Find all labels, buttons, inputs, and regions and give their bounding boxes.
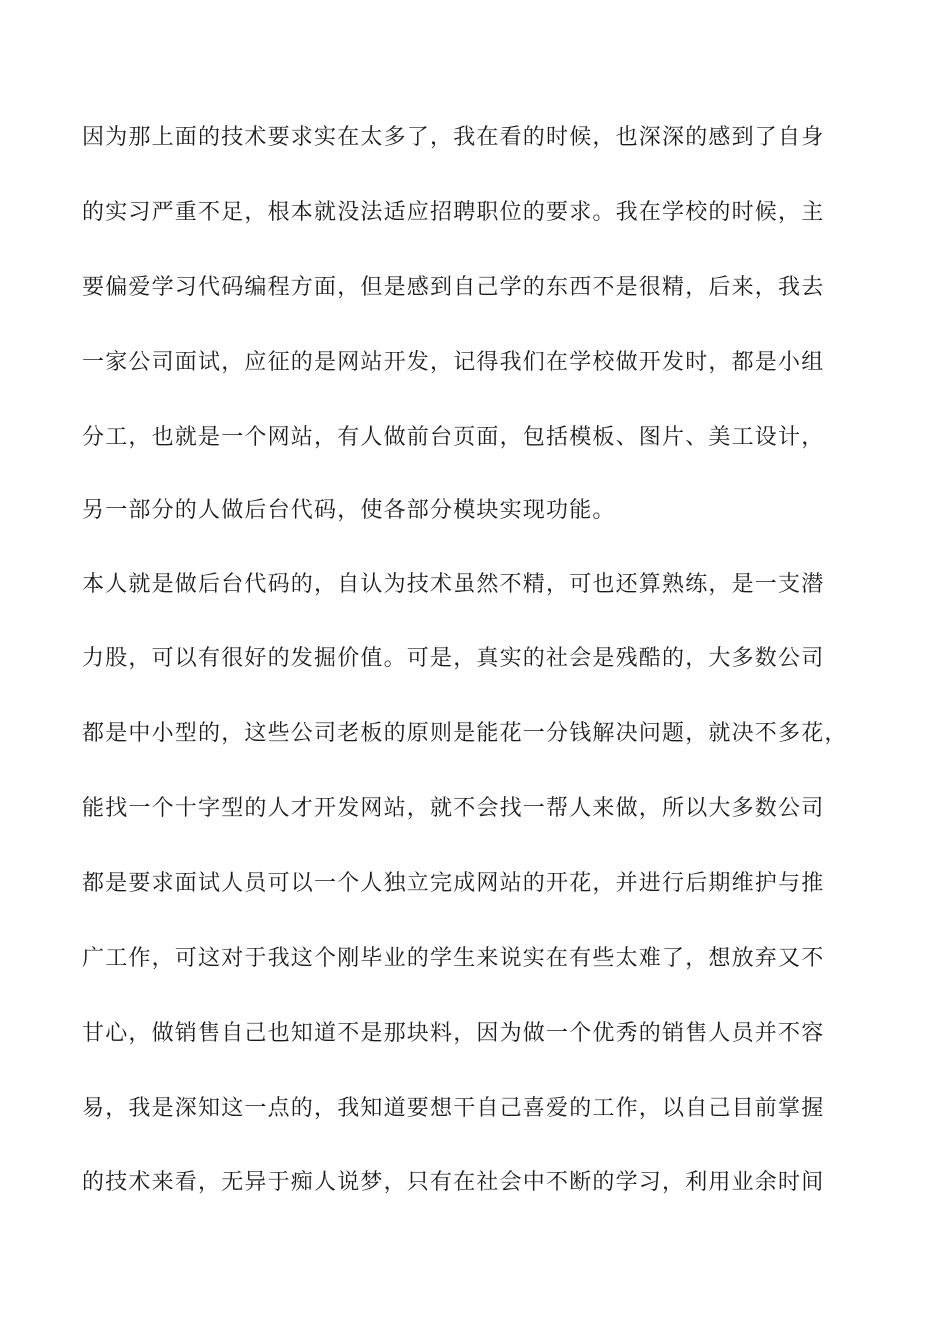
text-line: 因为那上面的技术要求实在太多了，我在看的时候，也深深的感到了自身 [82,125,825,150]
text-line: 易，我是深知这一点的，我知道要想干自己喜爱的工作，以自己目前掌握 [82,1096,825,1121]
text-line: 能找一个十字型的人才开发网站，就不会找一帮人来做，所以大多数公司 [82,796,825,821]
text-line: 甘心，做销售自己也知道不是那块料，因为做一个优秀的销售人员并不容 [82,1021,825,1046]
text-line: 都是要求面试人员可以一个人独立完成网站的开花，并进行后期维护与推 [82,871,825,896]
text-line: 一家公司面试，应征的是网站开发，记得我们在学校做开发时，都是小组 [82,350,825,375]
text-line: 广工作，可这对于我这个刚毕业的学生来说实在有些太难了，想放弃又不 [82,946,825,971]
text-line: 本人就是做后台代码的，自认为技术虽然不精，可也还算熟练，是一支潜 [82,572,825,597]
text-line: 都是中小型的，这些公司老板的原则是能花一分钱解决问题，就决不多花， [82,721,848,746]
text-line: 的实习严重不足，根本就没法适应招聘职位的要求。我在学校的时候，主 [82,200,825,225]
text-line: 要偏爱学习代码编程方面，但是感到自己学的东西不是很精，后来，我去 [82,275,825,300]
text-line: 力股，可以有很好的发掘价值。可是，真实的社会是残酷的，大多数公司 [82,646,825,671]
text-line: 的技术来看，无异于痴人说梦，只有在社会中不断的学习，利用业余时间 [82,1170,825,1195]
text-line: 另一部分的人做后台代码，使各部分模块实现功能。 [82,498,616,523]
text-line: 分工，也就是一个网站，有人做前台页面，包括模板、图片、美工设计， [82,425,825,450]
